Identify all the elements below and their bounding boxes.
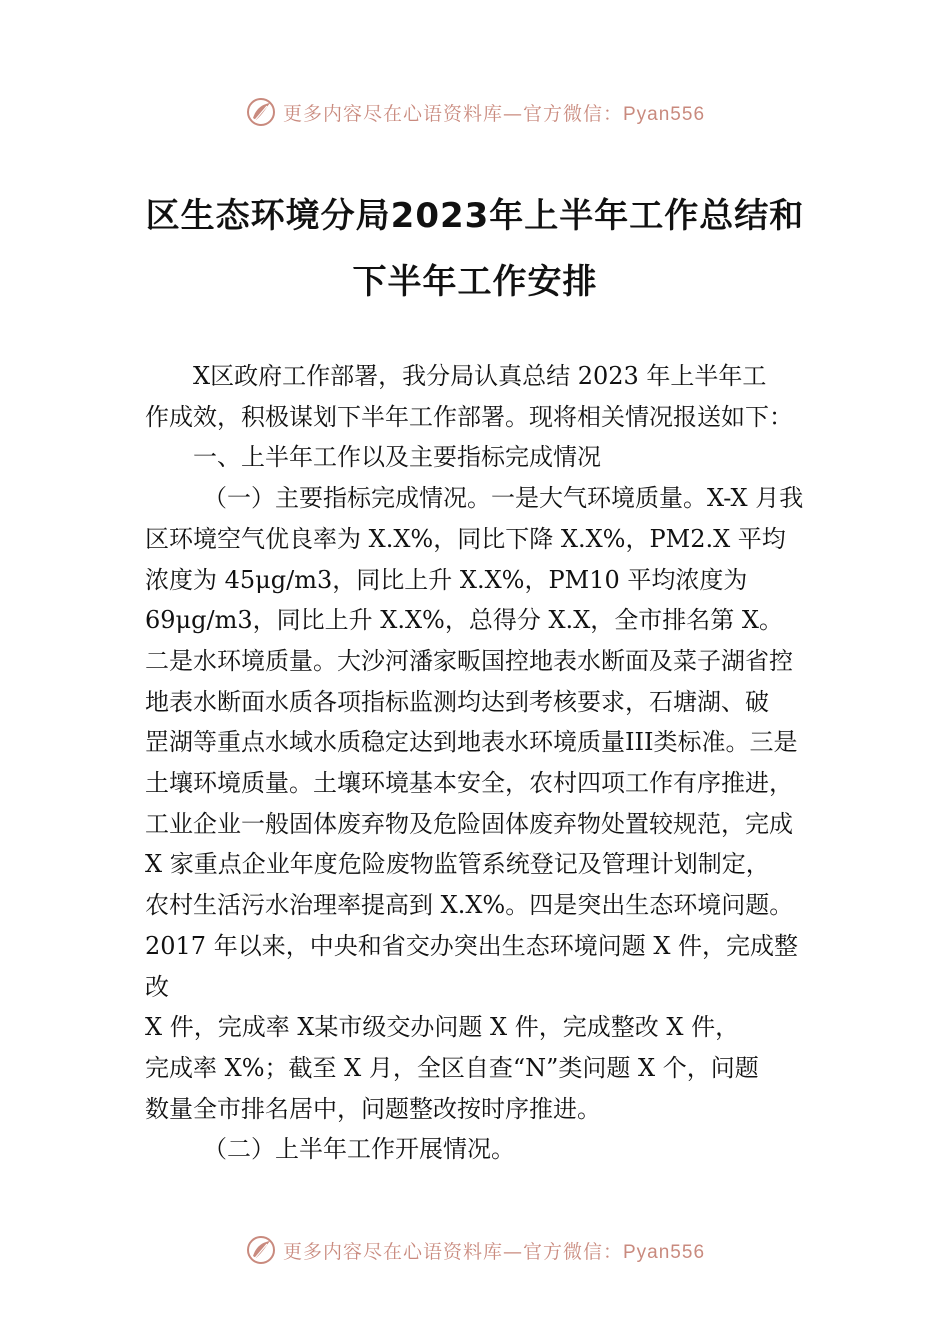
body-line: 69μg/m3，同比上升 X.X%，总得分 X.X，全市排名第 X。 — [145, 606, 783, 635]
brand-logo-icon — [245, 96, 277, 128]
subsection-heading: （一）主要指标完成情况。一是大气环境质量。X-X 月我 — [203, 484, 804, 513]
watermark-wechat-id: Pyan556 — [623, 1241, 706, 1263]
body-line: X 家重点企业年度危险废物监管系统登记及管理计划制定， — [145, 850, 770, 879]
document-body — [145, 356, 825, 1170]
body-line: 区环境空气优良率为 X.X%，同比下降 X.X%，PM2.X 平均 — [145, 524, 786, 553]
section-heading: 一、上半年工作以及主要指标完成情况 — [193, 443, 601, 472]
watermark-footer — [0, 1234, 950, 1266]
document-title-line-2: 下半年工作安排 — [352, 262, 598, 302]
subsection-heading: （二）上半年工作开展情况。 — [203, 1135, 515, 1164]
watermark-text — [283, 99, 705, 126]
body-line: 改 — [145, 972, 169, 1001]
brand-logo-icon — [245, 1234, 277, 1266]
body-line: 数量全市排名居中，问题整改按时序推进。 — [145, 1094, 601, 1123]
body-line: 地表水断面水质各项指标监测均达到考核要求，石塘湖、破 — [145, 687, 769, 716]
watermark-wechat-id: Pyan556 — [623, 103, 706, 125]
body-line: X 件，完成率 X某市级交办问题 X 件，完成整改 X 件， — [145, 1013, 740, 1042]
body-line: 土壤环境质量。土壤环境基本安全，农村四项工作有序推进， — [145, 769, 793, 798]
body-line: 浓度为 45μg/m3，同比上升 X.X%，PM10 平均浓度为 — [145, 565, 748, 594]
watermark-brand: 更多内容尽在心语资料库—官方微信： — [282, 102, 623, 125]
body-line: X区政府工作部署，我分局认真总结 2023 年上半年工 — [193, 362, 767, 390]
watermark-brand: 更多内容尽在心语资料库—官方微信： — [282, 1240, 623, 1263]
body-line: 二是水环境质量。大沙河潘家畈国控地表水断面及菜子湖省控 — [145, 646, 793, 675]
body-line: 2017 年以来，中央和省交办突出生态环境问题 X 件，完成整 — [145, 931, 799, 960]
body-line: 罡湖等重点水域水质稳定达到地表水环境质量III类标准。三是 — [145, 728, 798, 757]
watermark-text — [283, 1237, 705, 1264]
watermark-header — [0, 96, 950, 128]
document-title-line-1: 区生态环境分局2023年上半年工作总结和 — [145, 196, 805, 236]
body-line: 完成率 X%；截至 X 月，全区自查“N”类问题 X 个，问题 — [145, 1053, 759, 1082]
body-line: 农村生活污水治理率提高到 X.X%。四是突出生态环境问题。 — [145, 891, 794, 920]
body-line: 作成效，积极谋划下半年工作部署。现将相关情况报送如下： — [145, 402, 793, 431]
body-line: 工业企业一般固体废弃物及危险固体废弃物处置较规范，完成 — [145, 809, 793, 838]
